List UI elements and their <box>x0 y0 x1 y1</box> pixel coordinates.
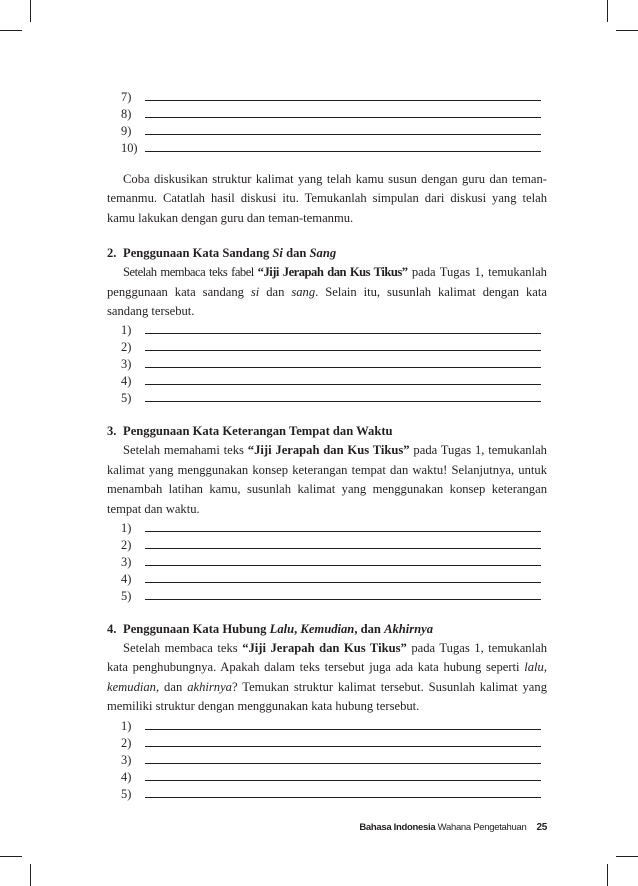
blank-rule <box>145 134 541 135</box>
section-3 <box>107 422 547 604</box>
text-run: pada Tugas 1, temukanlah kata penghubungnya. Apakah dalam teks tersebut juga ada kata hubung seperti <box>107 641 547 675</box>
line-number: 8) <box>121 107 132 121</box>
answer-lines-top <box>107 88 547 156</box>
crop-mark <box>0 856 22 857</box>
answer-line[interactable] <box>107 785 547 802</box>
italic-term: lalu, kemudian, <box>107 660 547 694</box>
answer-line[interactable] <box>107 321 547 338</box>
italic-term: sang <box>291 284 316 299</box>
heading-italic: Akhirnya <box>384 622 434 637</box>
crop-mark <box>616 30 638 31</box>
answer-line[interactable] <box>107 717 547 734</box>
page-footer <box>340 822 547 833</box>
text-run: . Selain itu, susunlah kalimat dengan kata sandang tersebut. <box>107 284 547 319</box>
line-number: 1) <box>121 323 132 338</box>
blank-rule <box>145 384 541 385</box>
answer-line[interactable] <box>107 553 547 570</box>
section-2-paragraph <box>107 263 547 321</box>
answer-lines <box>107 717 547 802</box>
line-number: 3) <box>121 357 132 372</box>
line-number: 9) <box>121 124 132 138</box>
line-number: 7) <box>121 90 132 104</box>
crop-mark <box>0 30 22 31</box>
text-run: pada Tugas 1, temukanlah penggunaan kata sandang <box>107 265 547 299</box>
section-number: 4. <box>107 622 117 637</box>
book-title: Bahasa Indonesia <box>359 822 436 833</box>
italic-term: si <box>250 284 260 299</box>
answer-lines <box>107 321 547 406</box>
line-number: 2) <box>121 735 132 750</box>
heading-text: , dan <box>354 622 385 637</box>
line-number: 4) <box>121 769 132 784</box>
line-number: 5) <box>121 786 132 801</box>
italic-term: akhirnya <box>187 679 232 694</box>
page-number: 25 <box>536 822 547 833</box>
heading-italic: Sang <box>309 246 337 261</box>
text-run: Setelah membaca teks <box>123 641 243 656</box>
blank-rule <box>145 548 541 549</box>
line-number: 3) <box>121 752 132 767</box>
text-run: dan <box>159 679 188 694</box>
blank-rule <box>145 333 541 334</box>
line-number: 5) <box>121 589 132 604</box>
line-number: 4) <box>121 572 132 587</box>
line-number: 2) <box>121 340 132 355</box>
story-title: “Jiji Jerapah dan Kus Tikus” <box>257 265 408 280</box>
blank-rule <box>145 746 541 747</box>
discussion-paragraph: Coba diskusikan struktur kalimat yang telah kamu susun dengan guru dan teman-temanmu. Catatlah hasil diskusi itu. Temukanlah simpulan dari diskusi yang telah kamu lakukan dengan guru dan teman-temanmu. <box>107 172 547 225</box>
answer-line[interactable] <box>107 105 547 122</box>
line-number: 1) <box>121 521 132 536</box>
crop-mark <box>607 864 608 886</box>
answer-line[interactable] <box>107 519 547 536</box>
line-number: 2) <box>121 538 132 553</box>
crop-mark <box>607 0 608 22</box>
section-3-heading <box>107 422 547 441</box>
answer-lines <box>107 519 547 604</box>
section-2 <box>107 244 547 406</box>
answer-line[interactable] <box>107 88 547 105</box>
text-run: pada Tugas 1, temukanlah kalimat yang menggunakan konsep keterangan tempat dan waktu! Selanjutnya, untuk menambah latihan kamu, susunlah kalimat yang menggunakan konsep keterangan tempat dan waktu. <box>107 443 547 516</box>
heading-text: , <box>294 622 301 637</box>
blank-rule <box>145 117 541 118</box>
blank-rule <box>145 763 541 764</box>
answer-line[interactable] <box>107 751 547 768</box>
text-run: Setelah membaca teks fabel <box>123 265 258 280</box>
section-4 <box>107 620 547 802</box>
answer-line[interactable] <box>107 139 547 156</box>
line-number: 3) <box>121 555 132 570</box>
heading-text: Penggunaan Kata Sandang <box>123 246 273 261</box>
answer-line[interactable] <box>107 372 547 389</box>
answer-line[interactable] <box>107 389 547 406</box>
blank-rule <box>145 797 541 798</box>
heading-italic: Kemudian <box>300 622 355 637</box>
answer-line[interactable] <box>107 734 547 751</box>
line-number: 10) <box>121 141 138 155</box>
section-4-paragraph <box>107 639 547 717</box>
section-2-heading <box>107 244 547 263</box>
blank-rule <box>145 729 541 730</box>
heading-italic: Lalu <box>269 622 295 637</box>
line-number: 4) <box>121 374 132 389</box>
book-subtitle: Wahana Pengetahuan <box>435 822 527 833</box>
answer-line[interactable] <box>107 122 547 139</box>
text-run: Setelah memahami teks <box>123 443 248 458</box>
text-run: dan <box>259 284 292 299</box>
blank-rule <box>145 780 541 781</box>
line-number: 5) <box>121 391 132 406</box>
heading-text: Penggunaan Kata Hubung <box>123 622 270 637</box>
heading-text: Penggunaan Kata Keterangan Tempat dan Waktu <box>123 424 393 439</box>
blank-rule <box>145 350 541 351</box>
section-number: 2. <box>107 246 117 261</box>
blank-rule <box>145 401 541 402</box>
blank-rule <box>145 367 541 368</box>
crop-mark <box>30 0 31 22</box>
story-title: “Jiji Jerapah dan Kus Tikus” <box>242 641 407 656</box>
answer-line[interactable] <box>107 355 547 372</box>
blank-rule <box>145 100 541 101</box>
page-content <box>107 88 547 802</box>
blank-rule <box>145 582 541 583</box>
blank-rule <box>145 565 541 566</box>
blank-rule <box>145 151 541 152</box>
line-number: 1) <box>121 718 132 733</box>
text-run: ? Temukan struktur kalimat tersebut. Susunlah kalimat yang memiliki struktur dengan menggunakan kata hubung tersebut. <box>107 679 547 714</box>
answer-line[interactable] <box>107 768 547 785</box>
section-number: 3. <box>107 424 117 439</box>
heading-italic: Si <box>272 246 283 261</box>
story-title: “Jiji Jerapah dan Kus Tikus” <box>247 443 410 458</box>
answer-line[interactable] <box>107 536 547 553</box>
section-4-heading <box>107 620 547 639</box>
crop-mark <box>616 856 638 857</box>
blank-rule <box>145 531 541 532</box>
answer-line[interactable] <box>107 587 547 604</box>
blank-rule <box>145 599 541 600</box>
answer-line[interactable] <box>107 338 547 355</box>
heading-text: dan <box>282 246 310 261</box>
crop-mark <box>30 864 31 886</box>
section-3-paragraph <box>107 441 547 519</box>
answer-line[interactable] <box>107 570 547 587</box>
